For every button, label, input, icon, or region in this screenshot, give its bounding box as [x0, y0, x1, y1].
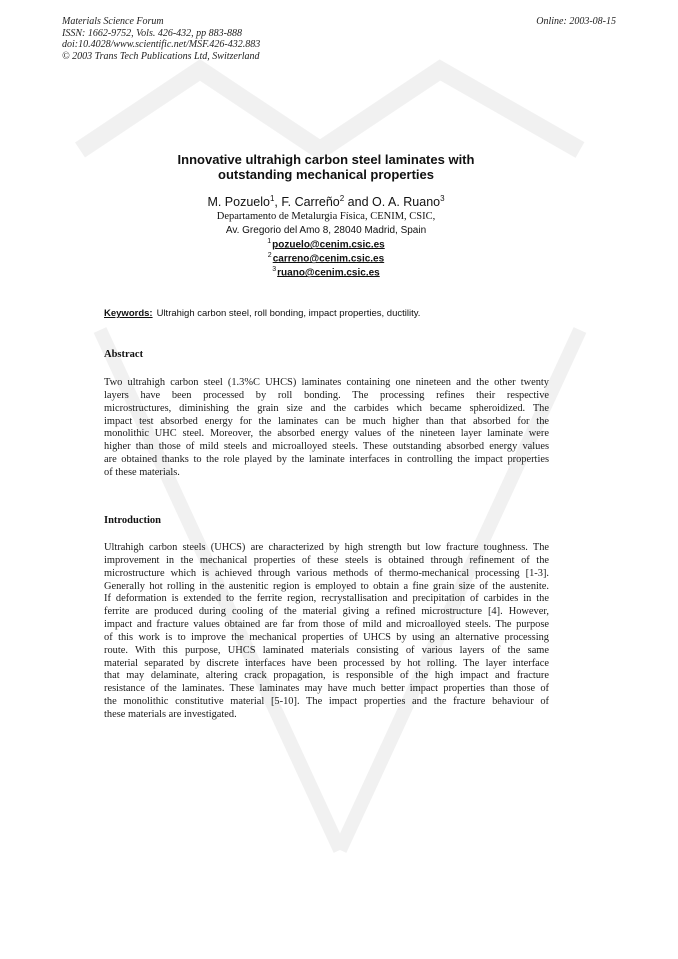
- abstract-line: impact test absorbed energy for the laminates can be much higher than that absorbed for the: [104, 415, 549, 427]
- affiliation-line-2: Av. Gregorio del Amo 8, 28040 Madrid, Spain: [225, 225, 427, 236]
- abstract-line: Two ultrahigh carbon steel (1.3%C UHCS) laminates containing one nineteen and the other twenty: [104, 377, 549, 388]
- intro-line: the monolithic constitutive material [5-10]. The impact properties and the fracture behaviour of: [104, 696, 549, 708]
- intro-line: impact and fracture values obtained are far from those of mild and microalloyed steels. The purpose: [104, 619, 549, 631]
- email-1[interactable]: [104, 238, 548, 250]
- abstract-line: microstructures, diminishing the grain size and the carbides which became spheroidized. The: [104, 402, 549, 414]
- doi-line[interactable]: doi:10.4028/www.scientific.net/MSF.426-432.883: [62, 39, 261, 50]
- email-3[interactable]: [104, 266, 548, 278]
- email-3-address[interactable]: ruano@cenim.csic.es: [277, 267, 380, 279]
- copyright-line: © 2003 Trans Tech Publications Ltd, Switzerland: [62, 50, 260, 62]
- journal-name: Materials Science Forum: [62, 16, 164, 27]
- journal-header: [62, 16, 260, 62]
- author-1-sup: 1: [269, 194, 275, 203]
- intro-line: If deformation is extended to the ferrite region, recrystallisation and precipitation of carbides in the: [104, 593, 549, 605]
- abstract-line: monolithic UHC steel. Moreover, the absorbed energy values of the nineteen layer laminate were: [104, 428, 549, 440]
- abstract-line: higher than those of mild steels and microalloyed steels. These outstanding absorbed energy values: [104, 441, 549, 453]
- author-3-sup: 3: [440, 194, 445, 203]
- paper-title: [104, 152, 548, 182]
- author-1: M. Pozuelo: [207, 195, 270, 210]
- keywords-text: Ultrahigh carbon steel, roll bonding, impact properties, ductility.: [156, 308, 421, 319]
- introduction-body: [104, 542, 549, 722]
- author-3: O. A. Ruano: [372, 195, 441, 210]
- email-2-address[interactable]: carreno@cenim.csic.es: [272, 253, 385, 265]
- abstract-heading: Abstract: [104, 349, 144, 360]
- email-3-sup: 3: [272, 266, 277, 273]
- introduction-heading: Introduction: [104, 515, 161, 526]
- intro-line: improvement in the mechanical properties of these steels is obtained through refinement of the: [104, 554, 549, 566]
- intro-line: Ultrahigh carbon steels (UHCS) are characterized by high strength but low fracture toughness. The: [104, 542, 549, 553]
- intro-line: resistance of the laminates. These laminates may have much better impact properties than those of: [104, 683, 549, 695]
- keywords-label: Keywords:: [104, 308, 153, 319]
- online-date: Online: 2003-08-15: [536, 16, 616, 27]
- abstract-line: are obtained thanks to the role played by the laminate interfaces in controlling the impact properties: [104, 454, 549, 466]
- intro-line: these materials are investigated.: [104, 708, 237, 720]
- abstract-line: layers have been processed by roll bonding. The processing refines their respective: [104, 389, 549, 401]
- author-list: [104, 194, 548, 209]
- keywords: [104, 308, 420, 319]
- author-2-sup: 2: [339, 194, 345, 203]
- intro-line: ferrite are produced during cooling of the material giving a refined microstructure [4]. However,: [104, 606, 549, 618]
- email-1-sup: 1: [267, 238, 272, 245]
- author-separator: and: [344, 195, 372, 210]
- email-2-sup: 2: [267, 252, 272, 259]
- intro-line: that may delaminate, altering crack propagation, is responsible of the high impact and fracture: [104, 670, 549, 682]
- affiliation-line-1: Departamento de Metalurgia Física, CENIM, CSIC,: [216, 211, 436, 222]
- intro-line: material separated by discrete interfaces have been processed by hot rolling. The layer interface: [104, 657, 549, 669]
- intro-line: route. With this purpose, UHCS laminated materials consisting of various layers of the same: [104, 644, 549, 656]
- intro-line: microstructure which is achieved through various methods of thermo-mechanical processing [1-3].: [104, 567, 549, 579]
- issn-line: ISSN: 1662-9752, Vols. 426-432, pp 883-888: [62, 27, 242, 39]
- author-separator: ,: [274, 195, 282, 210]
- intro-line: of this work is to improve the mechanical properties of UHCS by using an alternative processing: [104, 631, 549, 643]
- abstract-body: [104, 377, 549, 480]
- abstract-line: of these materials.: [104, 466, 180, 478]
- email-2[interactable]: [104, 252, 548, 264]
- email-1-address[interactable]: pozuelo@cenim.csic.es: [272, 239, 385, 251]
- title-line-1: Innovative ultrahigh carbon steel laminates with: [177, 152, 475, 167]
- author-2: F. Carreño: [281, 195, 340, 210]
- title-line-2: outstanding mechanical properties: [218, 167, 434, 182]
- intro-line: Generally hot rolling in the austenitic region is employed to obtain a fine grain size of the austenite.: [104, 580, 549, 592]
